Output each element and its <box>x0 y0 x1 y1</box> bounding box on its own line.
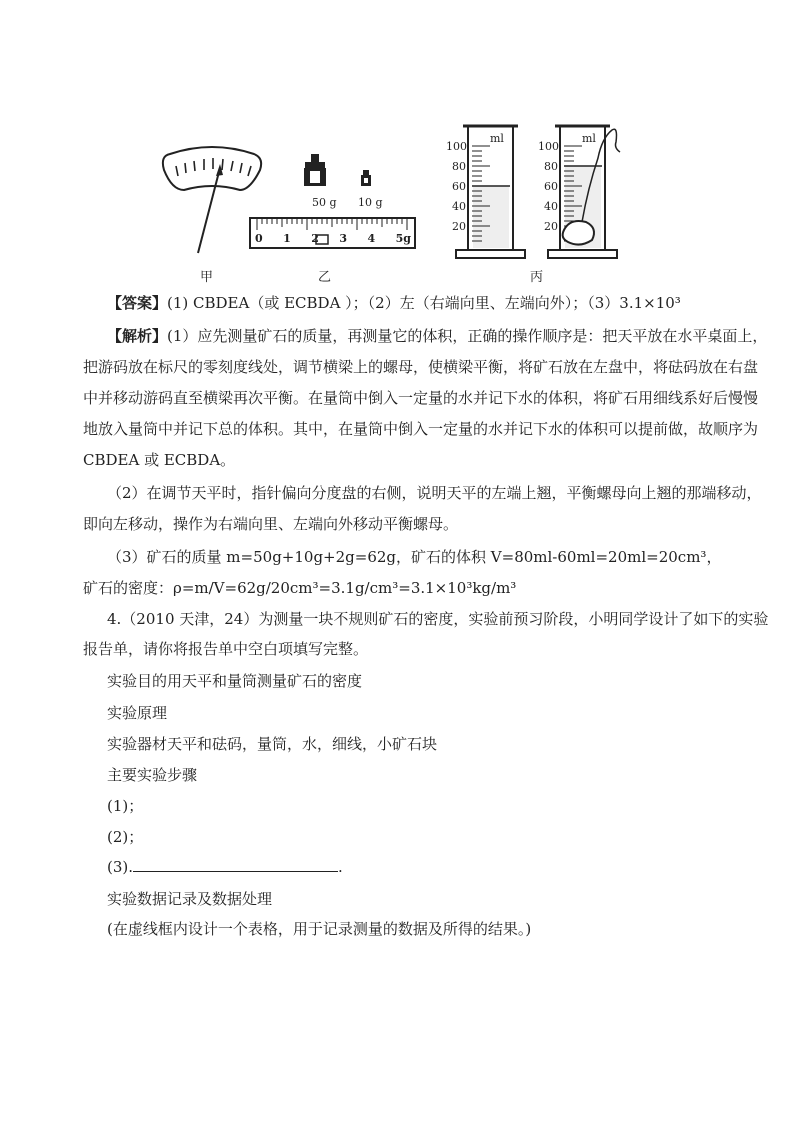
data-note: (在虚线框内设计一个表格，用于记录测量的数据及所得的结果。) <box>107 920 532 938</box>
analysis-line: 即向左移动，操作为右端向里、左端向外移动平衡螺母。 <box>83 515 459 533</box>
data-heading: 实验数据记录及数据处理 <box>107 890 273 908</box>
scale-tick: 80 <box>544 160 558 173</box>
weight-10g-label: 10 g <box>358 196 383 209</box>
figure-label-bing: 丙 <box>530 270 544 285</box>
scale-tick: 20 <box>452 220 466 233</box>
step-2: (2)； <box>107 828 144 846</box>
analysis-line: CBDEA 或 ECBDA。 <box>83 451 236 469</box>
ruler-tick: 5g <box>395 232 411 245</box>
experiment-steps-heading: 主要实验步骤 <box>107 766 198 784</box>
step-3-blank <box>133 857 338 872</box>
step-3 <box>83 857 343 876</box>
scale-tick: 100 <box>446 140 467 153</box>
ruler-tick: 4 <box>367 232 376 245</box>
cylinder-scale-left <box>446 137 466 237</box>
answer-line <box>83 292 681 313</box>
analysis-line: 矿石的密度：ρ=m/V=62g/20cm³=3.1g/cm³=3.1×10³kg/m³ <box>83 579 517 597</box>
analysis-line <box>83 325 767 346</box>
experiment-principle: 实验原理 <box>107 704 168 722</box>
scale-tick: 40 <box>452 200 466 213</box>
cylinder-unit-label: ml <box>490 132 504 145</box>
scale-tick: 100 <box>538 140 559 153</box>
step-1: (1)； <box>107 797 144 815</box>
step-3-period: . <box>338 858 343 876</box>
figure-label-yi: 乙 <box>318 270 332 285</box>
experiment-purpose: 实验目的用天平和量筒测量矿石的密度 <box>107 672 363 690</box>
ruler-tick: 2 <box>311 232 319 245</box>
analysis-line: 把游码放在标尺的零刻度线处，调节横梁上的螺母，使横梁平衡，将矿石放在左盘中，将砝码放在右盘 <box>83 358 759 376</box>
experiment-figure <box>150 118 650 284</box>
cylinder-scale-right <box>538 137 558 237</box>
analysis-text: (1）应先测量矿石的质量，再测量它的体积，正确的操作顺序是：把天平放在水平桌面上， <box>167 327 768 345</box>
cylinder-unit-label: ml <box>582 132 596 145</box>
figure-label-jia: 甲 <box>200 270 214 285</box>
analysis-line: （2）在调节天平时，指针偏向分度盘的右侧，说明天平的左端上翘，平衡螺母向上翘的那端移动， <box>107 484 762 502</box>
scale-tick: 20 <box>544 220 558 233</box>
scale-tick: 60 <box>452 180 466 193</box>
analysis-line: （3）矿石的质量 m=50g+10g+2g=62g，矿石的体积 V=80ml-60ml=20ml=20cm³， <box>107 548 722 566</box>
scale-tick: 40 <box>544 200 558 213</box>
ruler-tick: 0 <box>255 232 263 245</box>
analysis-tag: 【解析】 <box>107 327 168 345</box>
figure-drawing <box>150 118 650 284</box>
experiment-equipment: 实验器材天平和砝码，量筒，水，细线，小矿石块 <box>107 735 438 753</box>
scale-tick: 60 <box>544 180 558 193</box>
answer-tag: 【答案】 <box>107 294 168 312</box>
ruler-tick: 3 <box>339 232 348 245</box>
ruler-tick: 1 <box>283 232 291 245</box>
answer-text: (1) CBDEA（或 ECBDA ）；（2）左（右端向里、左端向外）；（3）3.1×10³ <box>167 294 681 312</box>
scale-tick: 80 <box>452 160 466 173</box>
step-3-number: (3). <box>107 858 134 876</box>
weight-10g-icon <box>361 170 371 186</box>
ruler-tick-labels <box>251 232 415 245</box>
analysis-line: 中并移动游码直至横梁再次平衡。在量筒中倒入一定量的水并记下水的体积，将矿石用细线系好后慢慢 <box>83 389 759 407</box>
balance-dial-icon <box>163 147 261 253</box>
weight-50g-icon <box>304 154 326 186</box>
analysis-line: 地放入量筒中并记下总的体积。其中，在量筒中倒入一定量的水并记下水的体积可以提前做，故顺序为 <box>83 420 759 438</box>
weight-50g-label: 50 g <box>312 196 337 209</box>
question-line: 报告单，请你将报告单中空白项填写完整。 <box>83 640 369 658</box>
question-line: 4.（2010 天津，24）为测量一块不规则矿石的密度，实验前预习阶段，小明同学设计了如下的实验 <box>107 610 769 628</box>
